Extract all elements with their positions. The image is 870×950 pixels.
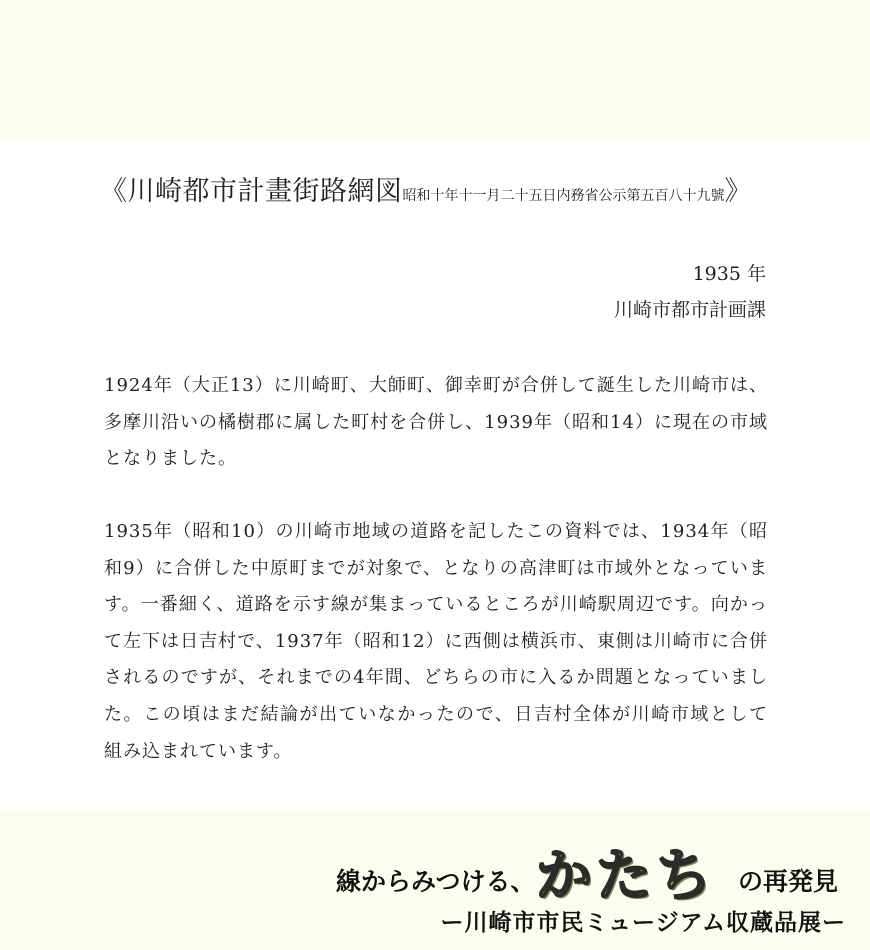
exhibition-title: ー川崎市市民ミュージアム収蔵品展ー bbox=[440, 910, 846, 936]
banner-logo: かたち bbox=[536, 844, 716, 909]
paragraph-2: 1935年（昭和10）の川崎市地域の道路を記したこの資料では、1934年（昭和9）に合併した中原町までが対象で、となりの高津町は市域外となっています。一番細く、道路を示す線が集まっているところが川崎駅周辺です。向かって左下は日吉村で、1937年（昭和12）に西側は横浜市、東側は川崎市に合併されるのですが、それまでの4年間、どちらの市に入るか問題となっていました。この頃はまだ結論が出ていなかったので、日吉村全体が川崎市域として組み込まれています。 bbox=[104, 521, 768, 762]
title-sub: 昭和十年十一月二十五日内務省公示第五百八十九號 bbox=[402, 188, 725, 204]
banner-tagline-end: の再発見 bbox=[738, 867, 839, 896]
document-author: 川崎市都市計画課 bbox=[613, 299, 766, 321]
title-close: 》 bbox=[724, 176, 752, 207]
banner-graphic bbox=[0, 810, 870, 950]
top-band bbox=[0, 0, 870, 140]
paragraph-1: 1924年（大正13）に川崎町、大師町、御幸町が合併して誕生した川崎市は、多摩川沿いの橘樹郡に属した町村を合併し、1939年（昭和14）に現在の市域となりました。 bbox=[104, 375, 768, 470]
document-content bbox=[0, 140, 870, 810]
banner-tagline-start: 線からみつける、 bbox=[336, 867, 536, 896]
document-meta bbox=[614, 256, 766, 328]
title-main: 《川崎都市計畫街路網図 bbox=[100, 176, 403, 207]
exhibition-banner bbox=[0, 810, 870, 950]
document-year: 1935 年 bbox=[692, 263, 766, 285]
document-title bbox=[100, 174, 780, 214]
